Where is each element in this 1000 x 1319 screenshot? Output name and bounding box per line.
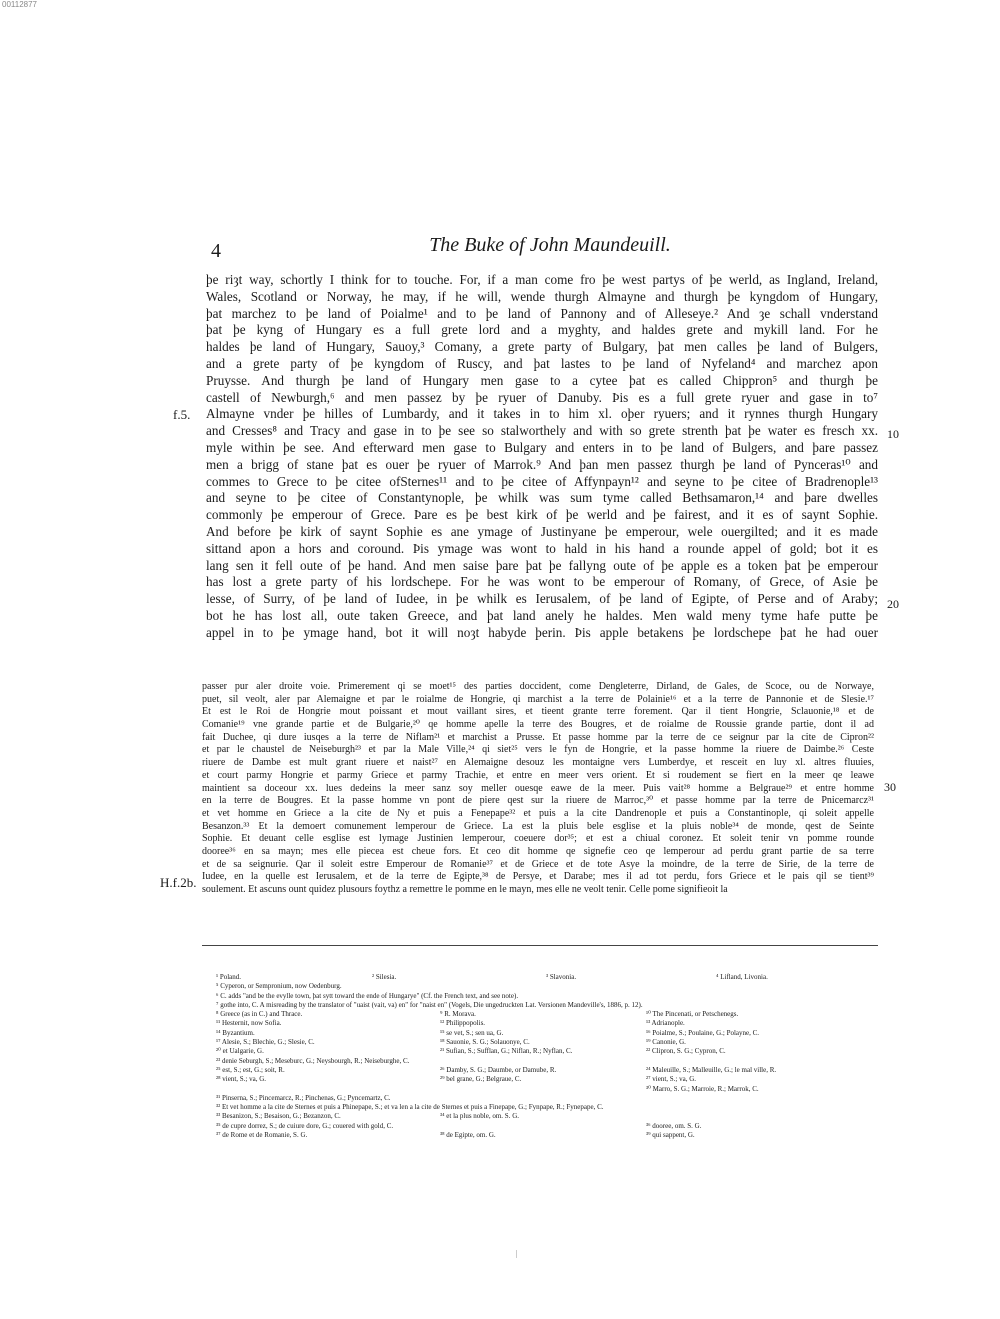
- footnote: ²⁷ vient, S.; va, G.: [646, 1075, 697, 1084]
- text-line: puet, sil veolt, aler par Alemaigne et par le roialme de Hongrie, qi marchist a la terre de Polainie¹⁶ et a la terre de Pannonie et de Slesie.¹⁷: [202, 693, 874, 705]
- footnote-row: [216, 982, 836, 991]
- text-line: et court parmy Hongrie et parmy Griece et parmy Trachie, et entre en meer vers orient. Et si roudement se fiert en la meer qe leawe: [202, 769, 874, 781]
- footnote-row: [216, 1019, 836, 1028]
- footnotes: [216, 973, 836, 1140]
- footnote-row: [216, 1131, 836, 1140]
- footnote: ³³ Besanizon, S.; Besaison, G.; Bezanzon, C.: [216, 1112, 341, 1121]
- footnote: ⁵ Cyperon, or Sempronium, now Oedenburg.: [216, 982, 342, 991]
- footnote: ³⁴ et la plus noble, om. S. G.: [440, 1112, 520, 1121]
- text-line: passer pur aler droite voie. Primerement qi se moet¹⁵ des parties doccident, come Dengleterre, Dirland, de Gales, de Scoce, ou de Norwaye,: [202, 681, 874, 692]
- footnote: ²¹ Sufian, S.; Sufflan, G.; Niflan, R.; Nyflan, C.: [440, 1047, 573, 1056]
- text-line: and Cresses⁸ and Tracy and gase in to þe see so stalworthely and with so grete strenth þat þe water es fresch xx.: [206, 423, 878, 439]
- text-line: lang sen it fell oute of þe hand. And men saise þare þat þe fallyng oute of þe apple es a token þat þe emperour: [206, 557, 878, 573]
- text-line: myle within þe see. And efterward men gase to Bulgary and enters in to þe land of Bulgers, and þare passez: [206, 439, 878, 455]
- footnote: ⁹ R. Morava.: [440, 1010, 476, 1019]
- text-line: and seyne to þe citee of Constantynople, þe whilk was sum tyme called Bethsamaron,¹⁴ and þare dwelles: [206, 490, 878, 506]
- text-line: castell of Newburgh,⁶ and men passez by þe ryuer of Danuby. Þis es a full grete ryuer and gase in to⁷: [206, 389, 878, 405]
- footnote: ¹⁰ The Pincenati, or Petschenegs.: [646, 1010, 739, 1019]
- text-line: commonly þe emperour of Grece. Þare es þe best kirk of þe werld and þe fairest, and it es of saynt Sophie.: [206, 507, 878, 523]
- text-line: lesse, of Surry, of þe land of Iudee, in þe whilk es Ierusalem, of þe land of Egipte, of Perse and of Araby;: [206, 591, 878, 607]
- text-line: Comanie¹⁹ vne grande partie et de Bulgarie,²⁰ qe homme apelle la terre des Bougres, et de roialme de Roussie grande partie, dont il ad: [202, 719, 874, 731]
- footnote: ⁴ Lifland, Livonia.: [716, 973, 768, 981]
- footnote: ³⁰ Marro, S. G.; Marroie, R.; Marrok, C.: [646, 1084, 759, 1093]
- footnote: ²⁴ Maleuille, S.; Malleuille, G.; le mal ville, R.: [646, 1065, 777, 1074]
- text-line: has lost a grete party of his lordschepe. For he was wont to be emperour of Romany, of Grece, of Asie þe: [206, 574, 878, 590]
- footnote: ¹⁷ Alesie, S.; Blechie, G.; Slesie, C.: [216, 1038, 315, 1047]
- footnote-row: [216, 1047, 836, 1056]
- text-line: en la terre de Bougres. Et la passe homme vn pont de piere qest sur la riuere de Marroc,³⁰ et passe homme par la terre de Pnicemarcz³¹: [202, 795, 874, 807]
- footnote: ¹² Philippopolis.: [440, 1019, 486, 1028]
- footnote: ³⁹ qui sappent, G.: [646, 1131, 695, 1140]
- french-text: [202, 681, 874, 897]
- footnote-rule: [202, 945, 878, 946]
- footnote: ²⁹ bel grane, G.; Belgraue, C.: [440, 1075, 522, 1084]
- footnote: ⁷ gothe into, C. A misreading by the translator of "uaist (vait, va) en" for "naist en" (Vogels, Die ungedruckten Lat. Versionen Mandeville's, 1886, p. 12).: [216, 1000, 643, 1009]
- text-line: maintient sa doceour xx. lues dedeins la meer sanz soy meller ouesqe eawe de la meer. Puis vait²⁸ homme a Belgraue²⁹ et entre homme: [202, 782, 874, 794]
- footnote: ⁶ C. adds "and be the evylle town, þat sytt toward the ende of Hungarye" (Cf. the French text, and see note).: [216, 991, 519, 1000]
- text-line: et par le chaustel de Neiseburgh²³ et par la Male Ville,²⁴ qi siet²⁵ vers le fyn de Hongrie, et la passe homme la riuere de Daimbe.²⁶ Ceste: [202, 744, 874, 756]
- footnote-row: [216, 1122, 836, 1131]
- footnote-row: [216, 1010, 836, 1019]
- text-line: Et est le Roi de Hongrie mout poissant et mout vaillant sires, et tieent grante terre forement. Qar il tient Hongrie, Sclauonie,¹⁸ et de: [202, 706, 874, 718]
- footnote: ³⁶ dooree, om. S. G.: [646, 1121, 702, 1130]
- text-line: þat marchez to þe land of Poialme¹ and to þe land of Pannony and of Alleseye.² And ȝe schall vnderstand: [206, 305, 878, 321]
- scan-mark: [516, 1250, 517, 1258]
- main-text: [206, 272, 878, 642]
- footnote: ¹⁴ Byzantium.: [216, 1028, 255, 1037]
- text-line: þat þe kyng of Hungary es a full grete lord and a myghty, and haldes grete and mykill land. For he: [206, 322, 878, 338]
- footnote-row: [216, 1057, 836, 1066]
- page-number: 4: [211, 240, 221, 262]
- footnote: ¹³ Adrianople.: [646, 1019, 685, 1028]
- text-line: et de sa seignurie. Qar il soleit estre Emperour de Romanie³⁷ et de Griece et de tote Asye la moindre, de la terre de Sirie, de la terre de: [202, 858, 874, 870]
- folio-marker: H.f.2b.: [160, 875, 197, 890]
- footnote: ¹⁸ Sauonie, S. G.; Solauonye, C.: [440, 1038, 530, 1047]
- footnote: ¹⁹ Canonie, G.: [646, 1038, 686, 1047]
- text-line: riuere de Dambe est mult grant riuere et naist²⁷ en Alemaigne desouz les montaigne vers Lumberdye, et resceit en luy xl. altres fluuies,: [202, 757, 874, 769]
- text-line: dooree³⁶ en sa mayn; mes elle piecea est cheue fors. Et ceo dit homme qe signefie ceo qe lemperour ad perdu grant partie de sa terre: [202, 845, 874, 857]
- footnote: ³⁸ de Egipte, om. G.: [440, 1131, 496, 1140]
- footnote: ³ Slavonia.: [546, 973, 577, 981]
- footnote-row: [216, 1001, 836, 1010]
- running-title: The Buke of John Maundeuill.: [429, 234, 671, 256]
- text-line: Besanzon.³³ Et la demoert comunement lemperour de Griece. La est la pluis bele esglise et la pluis noble³⁴ de monde, qest de Seinte: [202, 820, 874, 832]
- footnote: ²² Clipron, S. G.; Cypron, C.: [646, 1047, 726, 1056]
- footnote: ¹ Poland.: [216, 973, 242, 981]
- footnote-row: [216, 1029, 836, 1038]
- footnote: ³¹ Pinserna, S.; Pincemarcz, R.; Pinchenas, G.; Pyncemartz, C.: [216, 1093, 391, 1102]
- text-line: Iudee, en la quelle est Ierusalem, et de la terre de Egipte,³⁸ de Persye, et Darabe; mes il ad tot perdu, fors Griece et le pais qil se tient³⁹: [202, 871, 874, 883]
- text-line: þe riȝt way, schortly I think for to touche. For, if a man come fro þe west partys of þe werld, as Ingland, Ireland,: [206, 272, 878, 287]
- footnote: ² Silesia.: [372, 973, 397, 981]
- text-line: Sophie. Et deuant celle esglise est lymage Justinien lemperour, coeuere dor³⁵; et est a chiual coronez. Et soleit tenir vn pomme rounde: [202, 833, 874, 845]
- footnote: ¹⁶ Poialme, S.; Poulaine, G.; Polayne, C.: [646, 1028, 760, 1037]
- footnote-row: [216, 1103, 836, 1112]
- footnote-row: [216, 1075, 836, 1084]
- footnote: ²⁵ est, S.; est, G.; soit, R.: [216, 1065, 285, 1074]
- text-line: Wales, Scotland or Norway, he may, if he will, wende thurgh Almayne and thurgh þe kyngdom of Hungary,: [206, 288, 878, 304]
- text-line: Almayne vnder þe hilles of Lumbardy, and it takes in to him xl. oþer ryuers; and it rynnes thurgh Hungary: [206, 406, 878, 422]
- footnote: ²⁰ et Ualgarie, G.: [216, 1047, 264, 1056]
- footnote-row: [216, 1094, 836, 1103]
- line-number: 20: [887, 597, 899, 611]
- footnote: ²³ denie Seburgh, S.; Meseburc, G.; Neysbourgh, R.; Neiseburghe, C.: [216, 1056, 410, 1065]
- text-line: fait Duchee, qi dure iusqes a la terre de Niflam²¹ et marchist a Prusse. Et passe homme par la terre de ce seignur par la cite de Cipron²²: [202, 731, 874, 743]
- footnote-row: [216, 1066, 836, 1075]
- text-line: sittand apon a hors and coround. Þis ymage was wont to hald in his hand a rounde appel of gold; bot it es: [206, 540, 878, 556]
- footnote: ⁸ Greece (as in C.) and Thrace.: [216, 1010, 303, 1019]
- folio-marker: f.5.: [173, 407, 191, 422]
- text-line: And before þe kirk of saynt Sophie es ane ymage of Justinyane þe emperour, wele ouergilted; and it es made: [206, 523, 878, 539]
- text-line: haldes þe land of Hungary, Sauoy,³ Comany, a grete party of Bulgary, þat men calles þe land of Bulgers,: [206, 339, 878, 355]
- footnote: ²⁶ Damby, S. G.; Daumbe, or Damube, R.: [440, 1065, 557, 1074]
- footnote: ³² Et vet homme a la cite de Sternes et puis a Phinepape, S.; et va len a la cite de Sternes et puis a Finepape, G.; Fynpape, R.; Fynepape, C.: [216, 1103, 604, 1112]
- text-line: and a grete party of þe kyngdom of Ruscy, and þat lastes to þe land of Nyfeland⁴ and marchez apon: [206, 355, 878, 371]
- text-line: soulement. Et ascuns ount quidez plusours foythz a remettre le pomme en le mayn, mes elle ne veolt tenir. Celle pome signifieoit la: [202, 884, 728, 895]
- text-line: Pruysse. And thurgh þe land of Hungary men gase to a cytee þat es called Chippron⁵ and thurgh þe: [206, 372, 878, 388]
- footnote: ²⁸ vient, S.; va, G.: [216, 1075, 267, 1084]
- footnote-row: [216, 992, 836, 1001]
- footnote-row: [216, 1112, 836, 1121]
- footnote: ¹¹ Hesternit, now Sofia.: [216, 1019, 282, 1028]
- line-number: 30: [884, 780, 896, 794]
- line-number: 10: [887, 427, 899, 441]
- footnote-row: [216, 973, 836, 982]
- text-line: men a brigg of stane þat es ouer þe ryuer of Marrok.⁹ And þan men passez thurgh þe land of Pynceras¹⁰ and: [206, 456, 878, 472]
- footnote-row: [216, 1085, 836, 1094]
- text-line: appel in to þe ymage hand, bot it will noȝt habyde þerin. Þis apple betakens þe lordschepe þat he had ouer: [206, 624, 878, 640]
- footnote: ³⁵ de cupre dorrez, S.; de cuiure dore, G.; couered with gold, C.: [216, 1121, 394, 1130]
- footnote-row: [216, 1038, 836, 1047]
- footnote: ¹⁵ se vet, S.; sen ua, G.: [440, 1028, 504, 1037]
- text-line: bot he has lost all, oute taken Greece, and þat land anely he haldes. Men wald meny tyme hafe putte þe: [206, 607, 878, 623]
- text-line: et vet homme en Griece a la cite de Ny et puis a Fenepape³² et puis a la cite Dandrenople et puis a Constantinople, qi soleit appelle: [202, 807, 874, 819]
- footnote: ³⁷ de Rome et de Romanie, S. G.: [216, 1131, 308, 1140]
- archive-id: 00112877: [2, 0, 37, 9]
- text-line: commes to Grece to þe citee ofSternes¹¹ and to þe citee of Affynpayn¹² and seyne to þe citee of Bradrenople¹³: [206, 473, 878, 489]
